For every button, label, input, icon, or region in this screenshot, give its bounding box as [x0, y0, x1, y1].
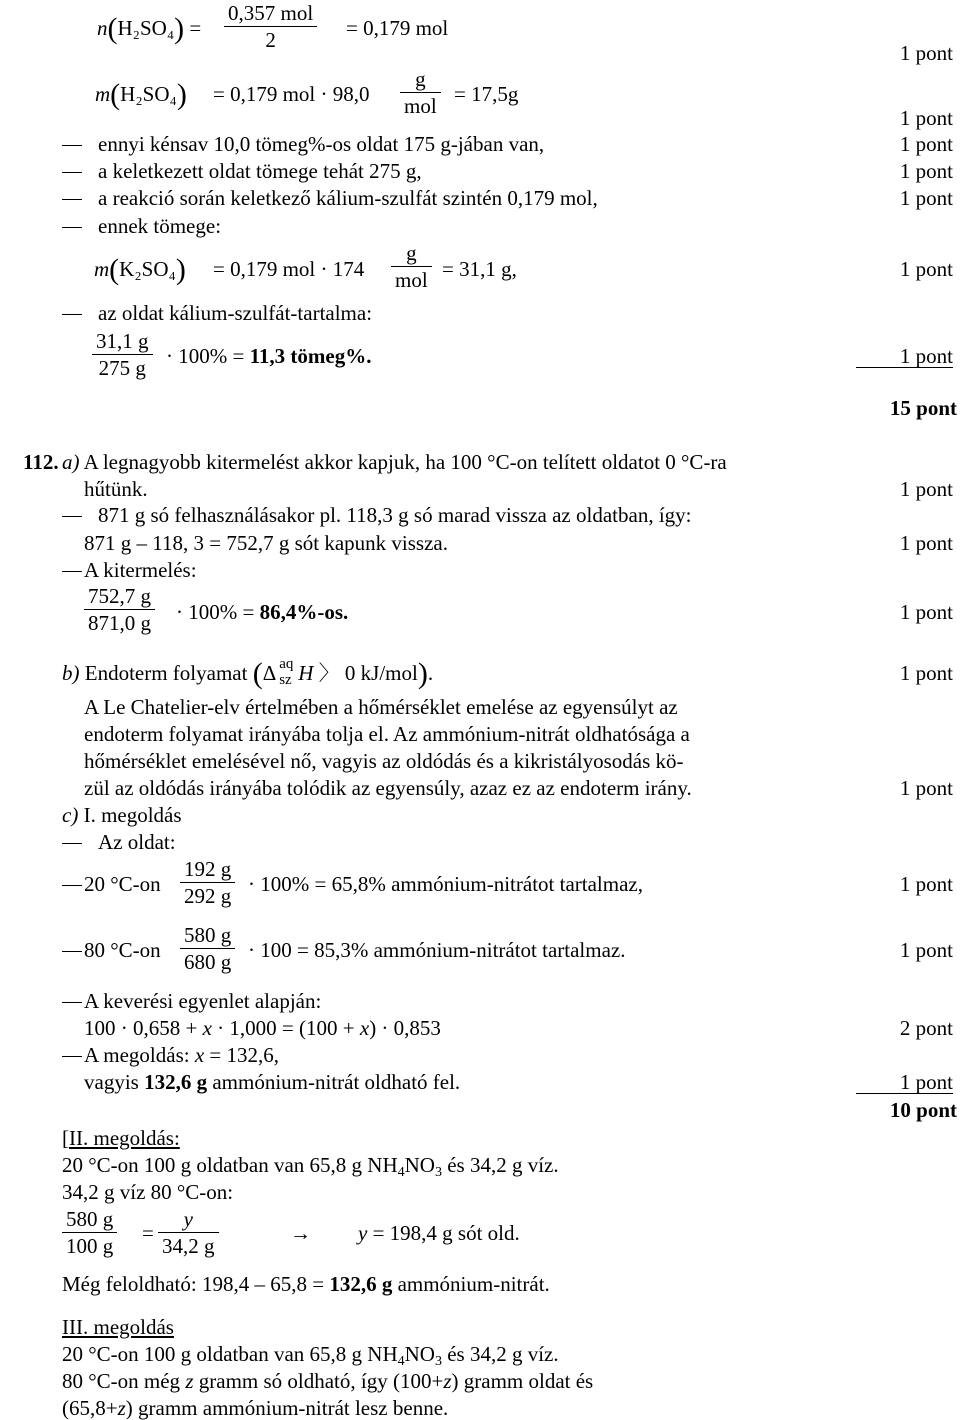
- point-11: 1 pont: [899, 661, 953, 685]
- list-item: ennek tömege:: [98, 214, 222, 238]
- calc-pct-fraction: $\frac{31,1 g}{275 g}$: [92, 328, 153, 381]
- sol2-line-1: 20 °C-on 100 g oldatban van 65,8 g $NH_4NO_3$ és 34,2 g víz.: [62, 1153, 559, 1180]
- calc-m-lhs: m(H₂SO₄): [95, 78, 187, 111]
- calc-pct-result: 11,3 tömeg%.: [249, 344, 372, 368]
- sol2-line-2: 34,2 g víz 80 °C-on:: [62, 1180, 234, 1204]
- solution-line: A megoldás: x = 132,6,: [84, 1043, 279, 1067]
- calc-n-lhs: n(H₂SO₄) =: [97, 12, 202, 45]
- oldat-label: Az oldat:: [98, 830, 176, 854]
- point-6: 1 pont: [899, 257, 953, 281]
- calc-k-expr: = 0,179 mol · 174: [213, 257, 365, 281]
- sol2-result: y = 198,4 g sót old.: [358, 1221, 520, 1245]
- sol2-fraction-2: $\frac{y}{34,2 g}$: [158, 1206, 219, 1259]
- list-dash: [62, 516, 82, 517]
- point-4: 1 pont: [899, 159, 953, 183]
- point-14: 1 pont: [899, 938, 953, 962]
- task-b-line: b) Endoterm folyamat (Δ aq sz H 〉 0 kJ/mol).: [62, 656, 434, 690]
- point-8: 1 pont: [899, 477, 953, 501]
- point-10: 1 pont: [899, 600, 953, 624]
- point-5: 1 pont: [899, 186, 953, 210]
- vagyis-line: vagyis 132,6 g ammónium-nitrát oldható fel.: [84, 1070, 461, 1094]
- task-c-line: c) I. megoldás: [62, 803, 182, 827]
- calc-m-species: H₂SO₄: [120, 82, 177, 106]
- list-dash: [62, 571, 82, 572]
- list-dash: [62, 1056, 82, 1057]
- chatelier-line-1: A Le Chatelier-elv értelmében a hőmérséklet emelése az egyensúlyt az: [84, 695, 678, 719]
- sol3-title: III. megoldás: [62, 1315, 174, 1339]
- chatelier-line-3: hőmérséklet emelésével nő, vagyis az oldódás és a kikristályosodás kö-: [84, 749, 684, 773]
- point-12: 1 pont: [899, 776, 953, 800]
- calc-k-result: = 31,1 g,: [442, 257, 517, 281]
- t80-label: 80 °C-on: [84, 938, 161, 962]
- sol2-title: [II. megoldás:: [62, 1126, 180, 1150]
- t20-tail: · 100% = 65,8% ammónium-nitrátot tartalmaz,: [248, 872, 643, 896]
- task-a-l1: 871 g só felhasználásakor pl. 118,3 g só marad vissza az oldatban, így:: [98, 503, 692, 527]
- point-2: 1 pont: [899, 106, 953, 130]
- t20-label: 20 °C-on: [84, 872, 161, 896]
- yield-result: 86,4%-os.: [259, 600, 349, 624]
- oldat-line: az oldat kálium-szulfát-tartalma:: [98, 301, 373, 325]
- sol2-fraction-1: $\frac{580 g}{100 g}$: [62, 1206, 117, 1259]
- calc-n-species: H₂SO₄: [117, 16, 175, 40]
- point-15: 2 pont: [899, 1016, 953, 1040]
- calc-n-denominator: 2: [224, 26, 317, 53]
- t20-fraction: $\frac{192 g}{292 g}$: [180, 856, 235, 909]
- list-dash: [62, 314, 82, 315]
- list-dash: [62, 951, 82, 952]
- calc-k-unit: g mol: [391, 240, 432, 293]
- list-dash: [62, 145, 82, 146]
- calc-k-lhs: m(K₂SO₄): [94, 253, 186, 286]
- list-item: a reakció során keletkező kálium-szulfát szintén 0,179 mol,: [98, 186, 598, 210]
- task-a-l3: A kitermelés:: [84, 558, 197, 582]
- yield-fraction: $\frac{752,7 g}{871,0 g}$: [84, 583, 155, 636]
- chatelier-line-2: endoterm folyamat irányába tolja el. Az ammónium-nitrát oldhatósága a: [84, 722, 690, 746]
- list-dash: [62, 172, 82, 173]
- calc-k-species: K₂SO₄: [119, 257, 176, 281]
- delta-symbol: Δ: [262, 661, 277, 685]
- list-dash: [62, 199, 82, 200]
- sol3-line-2: 80 °C-on még z gramm só oldható, így (100+z) gramm oldat és: [62, 1369, 594, 1393]
- point-9: 1 pont: [899, 531, 953, 555]
- task-number: 112.: [23, 450, 59, 474]
- chatelier-line-4: zül az oldódás irányába tolódik az egyensúly, azaz ez az endoterm irány.: [84, 776, 692, 800]
- yield-tail: · 100% = 86,4%-os.: [176, 600, 349, 624]
- point-16: 1 pont: [856, 1071, 953, 1094]
- total-15: 15 pont: [889, 396, 957, 420]
- total-10: 10 pont: [889, 1098, 957, 1122]
- calc-n-fraction: [224, 0, 317, 53]
- list-dash: [62, 843, 82, 844]
- mix-equation: 100 · 0,658 + x · 1,000 = (100 + x) · 0,853: [84, 1016, 441, 1040]
- mix-label: A keverési egyenlet alapján:: [84, 989, 322, 1013]
- calc-m-expr: = 0,179 mol · 98,0: [213, 82, 370, 106]
- task-a-l2: 871 g – 118, 3 = 752,7 g sót kapunk vissza.: [84, 531, 448, 555]
- task-a-text2: hűtünk.: [84, 477, 148, 501]
- sol2-equals: =: [142, 1221, 154, 1245]
- point-13: 1 pont: [899, 872, 953, 896]
- point-3: 1 pont: [899, 132, 953, 156]
- sol3-line-3: (65,8+z) gramm ammónium-nitrát lesz benne.: [62, 1396, 449, 1420]
- list-dash: [62, 1002, 82, 1003]
- calc-m-unit: g mol: [400, 66, 441, 119]
- arrow-icon: →: [290, 1221, 311, 1245]
- calc-n-numerator: 0,357 mol: [228, 1, 314, 25]
- t80-fraction: $\frac{580 g}{680 g}$: [180, 922, 235, 975]
- calc-n-result: = 0,179 mol: [346, 16, 449, 40]
- sol2-line-4: Még feloldható: 198,4 – 65,8 = 132,6 g ammónium-nitrát.: [62, 1272, 550, 1296]
- calc-m-result: = 17,5g: [454, 82, 519, 106]
- task-a-text: a) A legnagyobb kitermelést akkor kapjuk, ha 100 °C-on telített oldatot 0 °C-ra: [62, 450, 727, 474]
- calc-pct-tail: · 100% = 11,3 tömeg%.: [166, 344, 372, 368]
- list-dash: [62, 227, 82, 228]
- point-7: 1 pont: [856, 345, 953, 368]
- list-item: a keletkezett oldat tömege tehát 275 g,: [98, 159, 422, 183]
- t80-tail: · 100 = 85,3% ammónium-nitrátot tartalmaz.: [248, 938, 626, 962]
- calc-n-prefix: n: [97, 16, 108, 40]
- point-1: 1 pont: [899, 41, 953, 65]
- list-dash: [62, 885, 82, 886]
- sol3-line-1: 20 °C-on 100 g oldatban van 65,8 g $NH_4NO_3$ és 34,2 g víz.: [62, 1342, 559, 1369]
- list-item: ennyi kénsav 10,0 tömeg%-os oldat 175 g-jában van,: [98, 132, 545, 156]
